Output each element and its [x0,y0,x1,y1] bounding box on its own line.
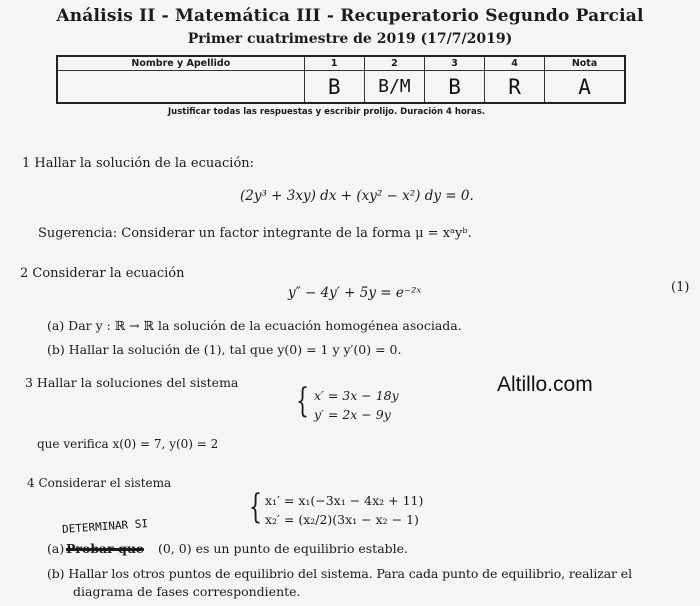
problem-1-equation: (2y³ + 3xy) dx + (xy² − x²) dy = 0. [240,188,474,204]
problem-4-eq2: x₂′ = (x₂/2)(3x₁ − x₂ − 1) [265,512,419,527]
problem-2-equation: y″ − 4y′ + 5y = e⁻²ˣ [288,285,422,301]
instructions-note: Justificar todas las respuestas y escribir prolijo. Duración 4 horas. [168,107,485,117]
problem-4b-cont: diagrama de fases correspondiente. [73,584,301,599]
problem-2-statement: 2 Considerar la ecuación [20,266,185,281]
page-subtitle: Primer cuatrimestre de 2019 (17/7/2019) [187,31,513,47]
problem-4a: (0, 0) es un punto de equilibrio estable. [158,541,409,556]
problem-4-statement: 4 Considerar el sistema [27,476,172,490]
problem-3-eq2: y′ = 2x − 9y [314,407,391,422]
cell-grade-1: B [304,71,364,103]
problem-3-statement: 3 Hallar la soluciones del sistema [25,375,239,390]
page-title: Análisis II - Matemática III - Recuperatorio Segundo Parcial [56,6,644,26]
system-brace: { [296,381,309,421]
header-1: 1 [304,56,364,71]
header-3: 3 [425,56,485,71]
header-nota: Nota [545,56,625,71]
problem-1-hint: Sugerencia: Considerar un factor integrante de la forma μ = xᵃyᵇ. [38,226,472,241]
problem-4b: (b) Hallar los otros puntos de equilibrio del sistema. Para cada punto de equilibrio, realizar el [47,566,633,581]
problem-4-eq1: x₁′ = x₁(−3x₁ − 4x₂ + 11) [265,493,424,508]
header-2: 2 [364,56,424,71]
problem-4a-crossed: Probar que [66,541,144,556]
cell-nota: A [545,71,625,103]
handwritten-note: DETERMINAR SI [61,517,149,536]
problem-4a-label: (a) [47,541,65,556]
system-brace-2: { [249,487,262,527]
problem-3-eq1: x′ = 3x − 18y [314,388,399,403]
problem-2b: (b) Hallar la solución de (1), tal que y(0) = 1 y y′(0) = 0. [47,342,402,357]
cell-grade-2: B/M [364,71,424,103]
problem-2a: (a) Dar y : ℝ → ℝ la solución de la ecuación homogénea asociada. [47,318,462,333]
cell-grade-3: B [425,71,485,103]
equation-number: (1) [671,280,690,295]
watermark: Altillo.com [497,373,593,396]
cell-nombre [57,71,304,103]
problem-3-condition: que verifica x(0) = 7, y(0) = 2 [37,437,219,451]
header-nombre: Nombre y Apellido [57,56,304,71]
problem-1-statement: 1 Hallar la solución de la ecuación: [22,156,255,171]
header-4: 4 [485,56,545,71]
grade-table [56,55,626,104]
cell-grade-4: R [485,71,545,103]
